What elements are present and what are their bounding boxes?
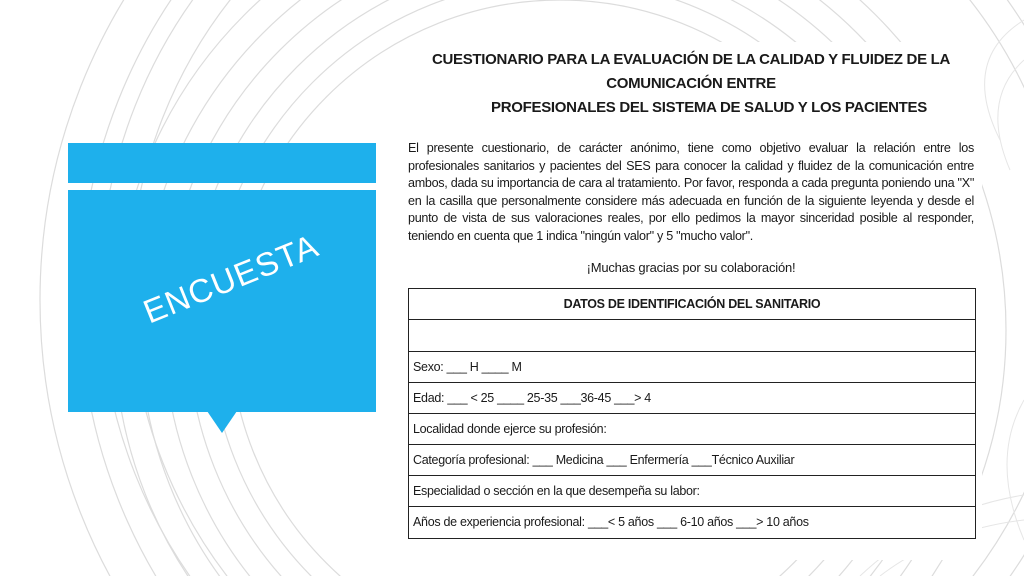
document-intro: El presente cuestionario, de carácter anónimo, tiene como objetivo evaluar la relación entre los profesionales sanitarios y pacientes del SES para conocer la calidad y fluidez de la comunicación entre ambos, dada su importancia de cara al tratamiento. Por favor, responda a cada pregunta poniendo una "X" en la casilla que personalmente considere más adecuada en función de la siguiente leyenda y desde el punto de vista de sus valoraciones reales, por ello pedimos la mayor sinceridad posible al responder, teniendo en cuenta que 1 indica "ningún valor" y 5 "mucho valor".	[408, 141, 974, 243]
accent-strip	[68, 143, 376, 183]
identification-table	[408, 288, 976, 539]
table-row-sex: Sexo: ___ H ____ M	[409, 352, 975, 383]
table-row-category: Categoría profesional: ___ Medicina ___ Enfermería ___Técnico Auxiliar	[409, 445, 975, 476]
table-row-locality: Localidad donde ejerce su profesión:	[409, 414, 975, 445]
table-row-experience: Años de experiencia profesional: ___< 5 años ___ 6-10 años ___> 10 años	[413, 515, 809, 529]
document-title-line-2: PROFESIONALES DEL SISTEMA DE SALUD Y LOS PACIENTES	[491, 99, 927, 116]
table-header: DATOS DE IDENTIFICACIÓN DEL SANITARIO	[409, 289, 975, 320]
questionnaire-document	[400, 42, 982, 560]
table-row-specialty: Especialidad o sección en la que desempeña su labor:	[409, 476, 975, 507]
panel-pointer	[207, 411, 237, 433]
document-thanks: ¡Muchas gracias por su colaboración!	[586, 259, 796, 275]
table-row-blank	[409, 320, 975, 352]
document-title	[400, 48, 982, 120]
document-title-line-1: CUESTIONARIO PARA LA EVALUACIÓN DE LA CALIDAD Y FLUIDEZ DE LA COMUNICACIÓN ENTRE	[431, 51, 951, 92]
table-row-age: Edad: ___ < 25 ____ 25-35 ___36-45 ___> 4	[409, 383, 975, 414]
slide-title: ENCUESTA	[138, 226, 324, 331]
